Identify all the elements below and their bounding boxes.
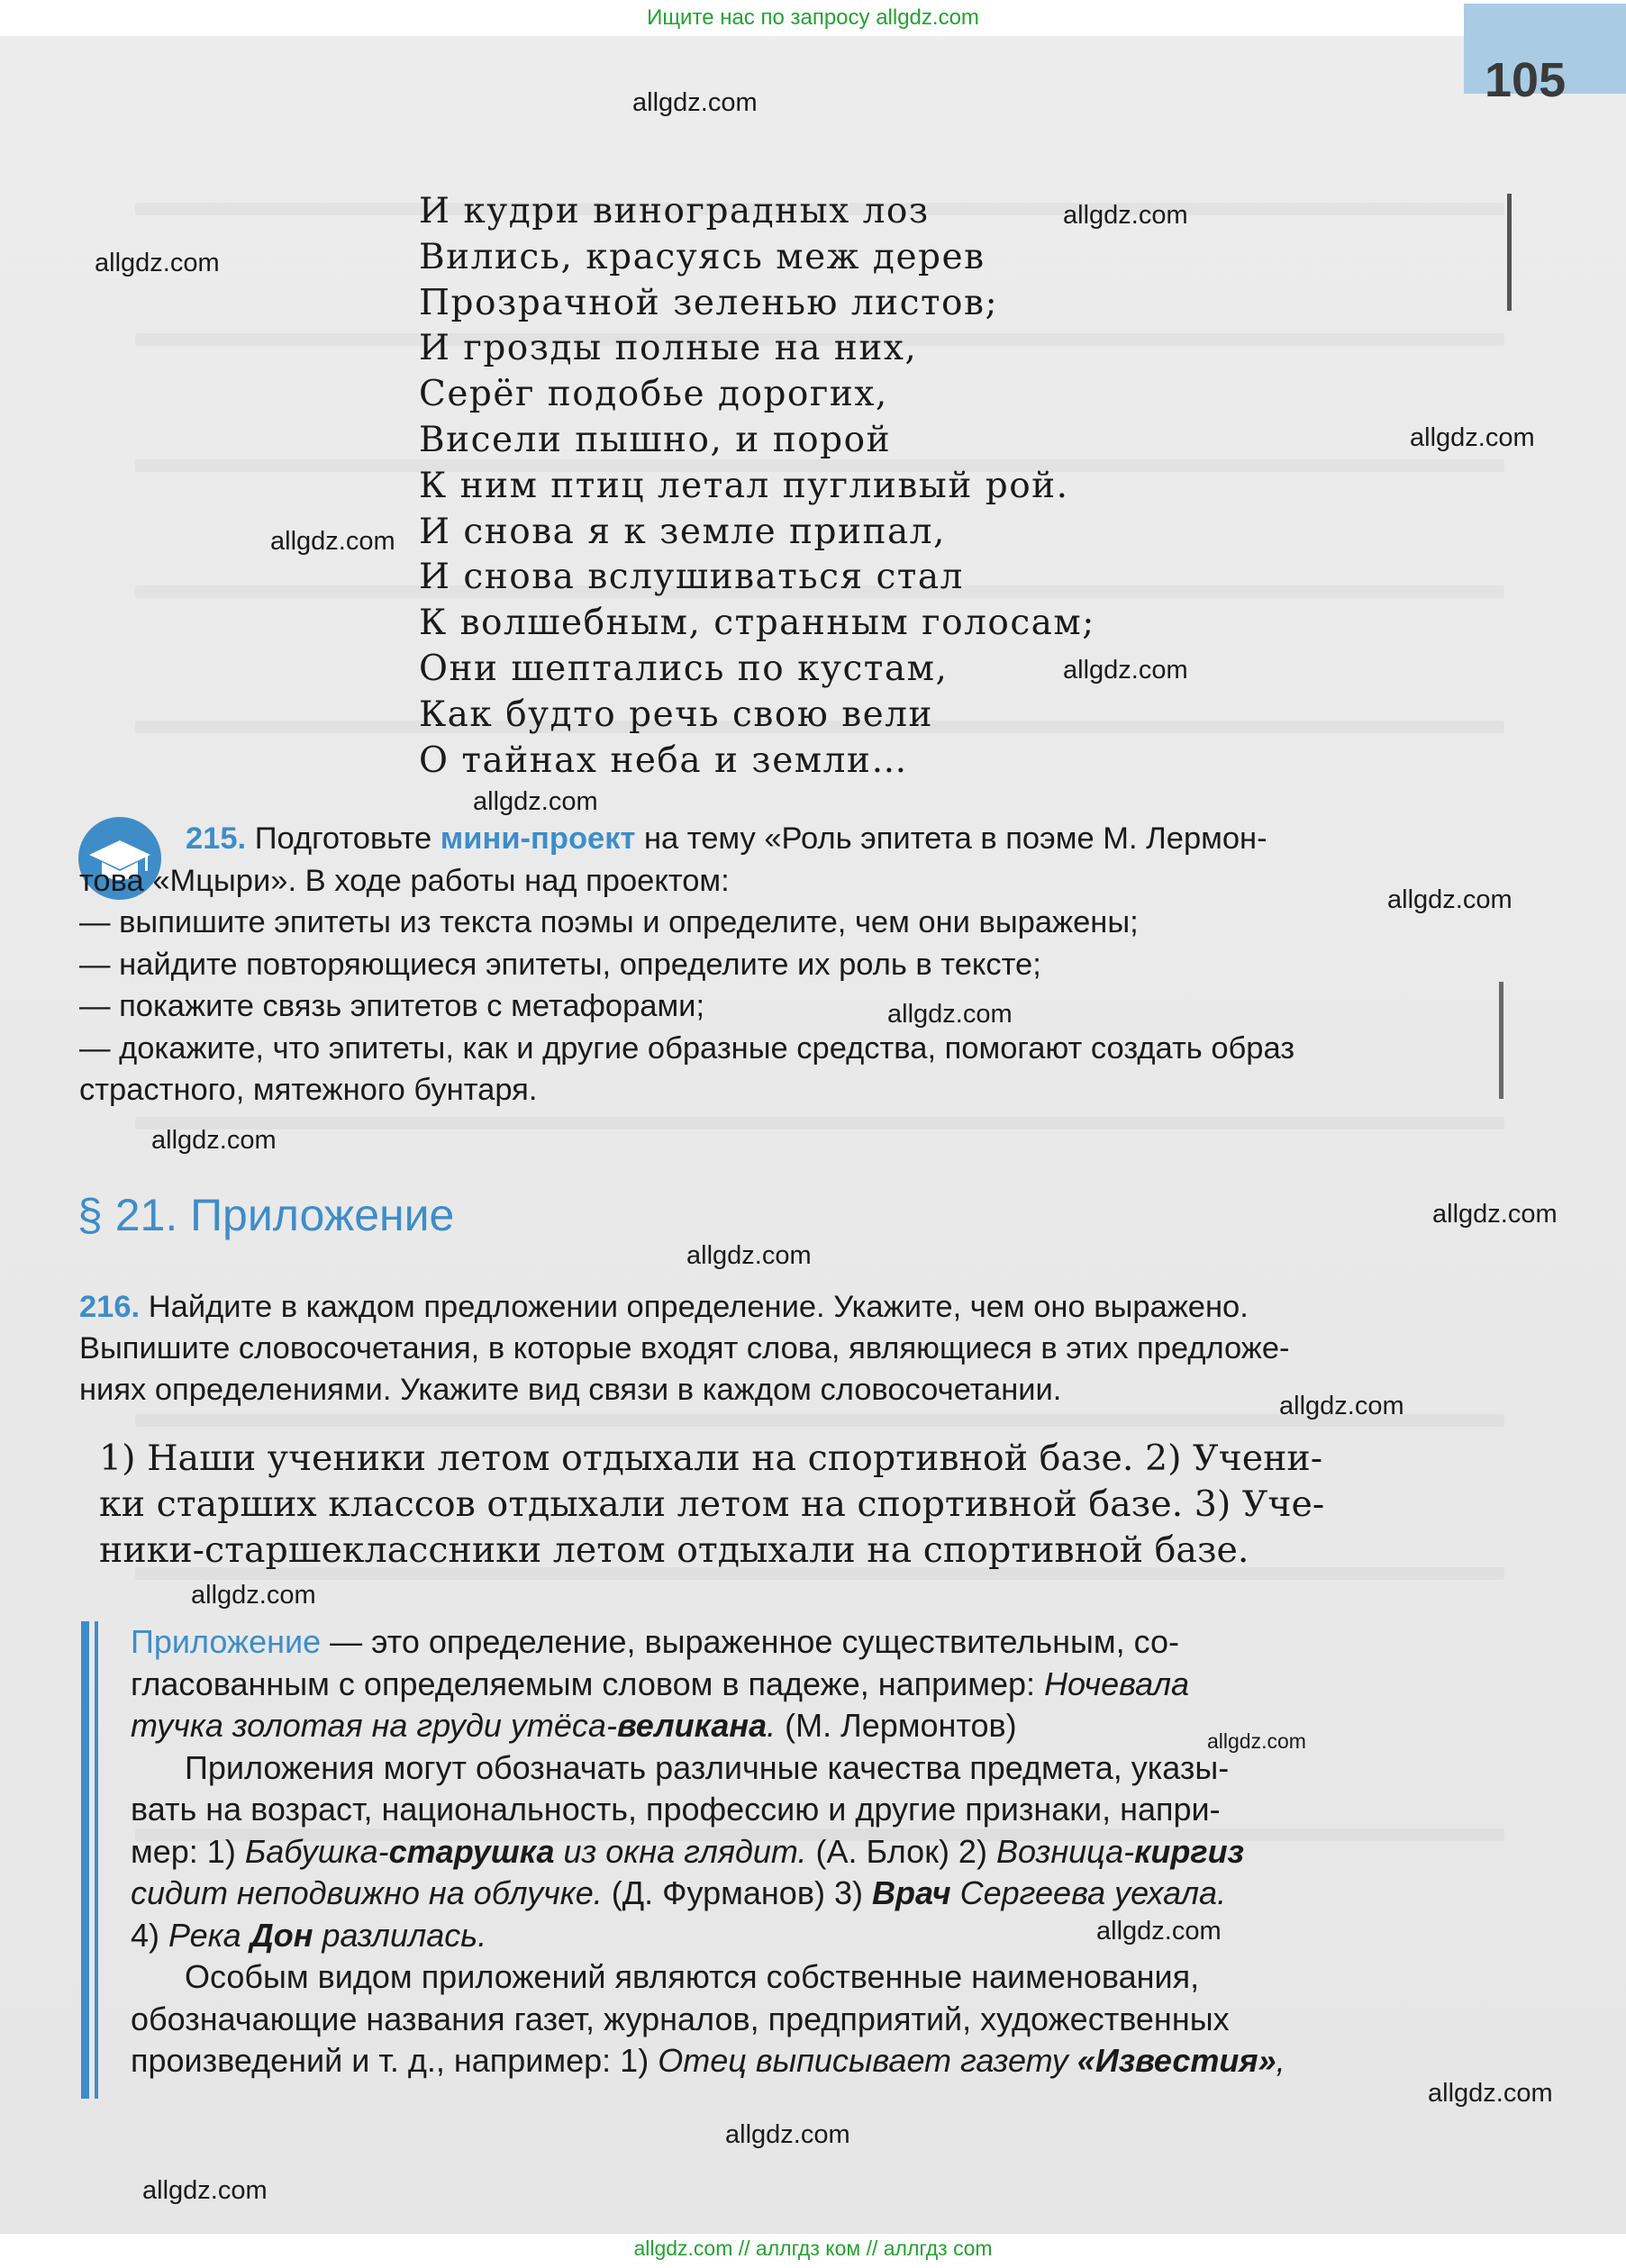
exercise-text: Найдите в каждом предложении определение. Укажите, чем оно выражено.: [148, 1290, 1249, 1324]
poem-line: К волшебным, странным голосам;: [419, 603, 1095, 644]
watermark: allgdz.com: [270, 527, 395, 556]
section-title: § 21. Приложение: [77, 1190, 455, 1240]
exercise-215-line: — покажите связь эпитетов с метафорами;: [79, 989, 705, 1023]
rule-example: сидит неподвижно на облучке.: [131, 1874, 603, 1911]
bleed-bracket: [1507, 194, 1512, 311]
exercise-215-line: — докажите, что эпитеты, как и другие образные средства, помогают создать образ: [79, 1030, 1295, 1066]
exercise-number: 215.: [186, 821, 247, 856]
watermark: allgdz.com: [151, 1126, 277, 1155]
rule-example: Ночевала: [1044, 1665, 1190, 1702]
rule-example-bold: «Известия»: [1076, 2042, 1276, 2079]
bottom-banner: allgdz.com // аллгдз ком // аллгдз com: [633, 2236, 993, 2260]
sentence-line: 1) Наши ученики летом отдыхали на спортивной базе. 2) Учени-: [99, 1438, 1323, 1479]
poem-line: И снова я к земле припал,: [419, 511, 946, 552]
poem-line: Как будто речь свою вели: [419, 694, 933, 735]
exercise-216-line: [79, 1286, 1512, 1328]
rule-author: (Д. Фурманов) 3): [611, 1874, 863, 1911]
poem-line: Серёг подобье дорогих,: [419, 374, 888, 415]
rule-example: из окна глядит.: [563, 1832, 807, 1870]
watermark: allgdz.com: [1410, 423, 1535, 452]
rule-example: ,: [1276, 2042, 1285, 2079]
rule-marker: [95, 1621, 98, 2099]
rule-example: тучка золотая на груди утёса-: [131, 1707, 617, 1744]
exercise-215-line: [79, 818, 1513, 860]
watermark: allgdz.com: [686, 1241, 812, 1270]
poem-line: Они шептались по кустам,: [419, 648, 949, 689]
watermark: allgdz.com: [632, 88, 758, 117]
watermark: allgdz.com: [1432, 1200, 1558, 1229]
poem-line: К ним птиц летал пугливый рой.: [419, 465, 1069, 506]
poem-line: И снова вслушиваться стал: [419, 557, 964, 598]
rule-line: вать на возраст, национальность, профессию и другие признаки, напри-: [131, 1791, 1221, 1828]
watermark: allgdz.com: [725, 2120, 850, 2149]
rule-line: обозначающие названия газет, журналов, предприятий, художественных: [131, 2000, 1230, 2037]
watermark: allgdz.com: [1063, 656, 1188, 685]
rule-block: [131, 1621, 1511, 2082]
rule-example: Сергеева уехала.: [959, 1874, 1227, 1911]
rule-text: гласованным с определяемым словом в падеже, например:: [131, 1665, 1036, 1702]
rule-line: [131, 1873, 1511, 1915]
watermark: allgdz.com: [473, 787, 598, 816]
rule-line: Особым видом приложений являются собственные наименования,: [185, 1958, 1200, 1995]
rule-text: 4): [131, 1916, 160, 1954]
rule-line: [131, 1621, 1511, 1664]
poem-excerpt: [419, 189, 1095, 784]
rule-example-bold: Врач: [871, 1874, 951, 1911]
rule-text: — это определение, выраженное существительным, со-: [330, 1623, 1180, 1660]
watermark: allgdz.com: [142, 2176, 268, 2205]
exercise-216-line: ниях определениями. Укажите вид связи в каждом словосочетании.: [79, 1373, 1062, 1407]
poem-line: И кудри виноградных лоз: [419, 191, 930, 231]
sentence-line: ники-старшеклассники летом отдыхали на спортивной базе.: [99, 1529, 1249, 1571]
rule-example-bold: Дон: [250, 1916, 313, 1954]
rule-line: [131, 1831, 1511, 1873]
poem-line: О тайнах неба и земли…: [419, 739, 908, 781]
poem-line: Вились, красуясь меж дерев: [419, 236, 986, 277]
watermark: allgdz.com: [1428, 2079, 1553, 2108]
rule-example: Возница-: [995, 1832, 1135, 1870]
exercise-215-line: — найдите повторяющиеся эпитеты, определите их роль в тексте;: [79, 947, 1041, 982]
rule-text: произведений и т. д., например: 1): [131, 2042, 649, 2079]
rule-term: Приложение: [131, 1623, 322, 1660]
exercise-216-line: Выпишите словосочетания, в которые входят слова, являющиеся в этих предложе-: [79, 1331, 1290, 1365]
rule-example: разлилась.: [322, 1916, 487, 1954]
rule-example: .: [767, 1707, 777, 1744]
rule-marker: [81, 1621, 89, 2099]
watermark: allgdz.com: [887, 1000, 1013, 1029]
rule-example-bold: киргиз: [1134, 1832, 1244, 1870]
rule-example-bold: великана: [616, 1707, 768, 1744]
exercise-216-sentences: [99, 1436, 1513, 1574]
rule-example-bold: старушка: [388, 1832, 555, 1870]
exercise-215: [79, 818, 1513, 1111]
exercise-text: Подготовьте: [254, 821, 432, 856]
watermark: allgdz.com: [1279, 1392, 1404, 1420]
rule-line: [131, 2040, 1511, 2082]
exercise-text: на тему «Роль эпитета в поэме М. Лермон-: [643, 821, 1267, 856]
rule-author: (М. Лермонтов): [785, 1707, 1017, 1744]
watermark: allgdz.com: [1063, 201, 1188, 230]
top-banner: Ищите нас по запросу allgdz.com: [647, 5, 979, 30]
sentence-line: ки старших классов отдыхали летом на спортивной базе. 3) Уче-: [99, 1483, 1325, 1525]
rule-line: [131, 1915, 1511, 1957]
exercise-number: 216.: [79, 1290, 141, 1324]
rule-author: (А. Блок) 2): [815, 1832, 987, 1870]
mini-project-label: мини-проект: [440, 821, 636, 856]
rule-example: Отец выписывает газету: [658, 2042, 1068, 2079]
watermark: allgdz.com: [1387, 885, 1512, 914]
rule-example: Река: [168, 1916, 241, 1954]
exercise-215-line: — выпишите эпитеты из текста поэмы и определите, чем они выражены;: [79, 905, 1139, 939]
rule-line: [131, 1664, 1511, 1706]
exercise-215-line: това «Мцыри». В ходе работы над проектом:: [79, 863, 730, 898]
rule-text: мер: 1): [131, 1832, 236, 1870]
watermark: allgdz.com: [1096, 1917, 1222, 1946]
rule-line: Приложения могут обозначать различные качества предмета, указы-: [185, 1748, 1230, 1786]
poem-line: Прозрачной зеленью листов;: [419, 282, 999, 323]
watermark: allgdz.com: [95, 249, 220, 277]
poem-line: И грозды полные на них,: [419, 328, 918, 369]
watermark: allgdz.com: [1207, 1729, 1306, 1753]
page-number: 105: [1485, 53, 1567, 107]
poem-line: Висели пышно, и порой: [419, 419, 892, 460]
exercise-215-line: страстного, мятежного бунтаря.: [79, 1073, 538, 1107]
rule-example: Бабушка-: [244, 1832, 389, 1870]
watermark: allgdz.com: [191, 1581, 316, 1610]
